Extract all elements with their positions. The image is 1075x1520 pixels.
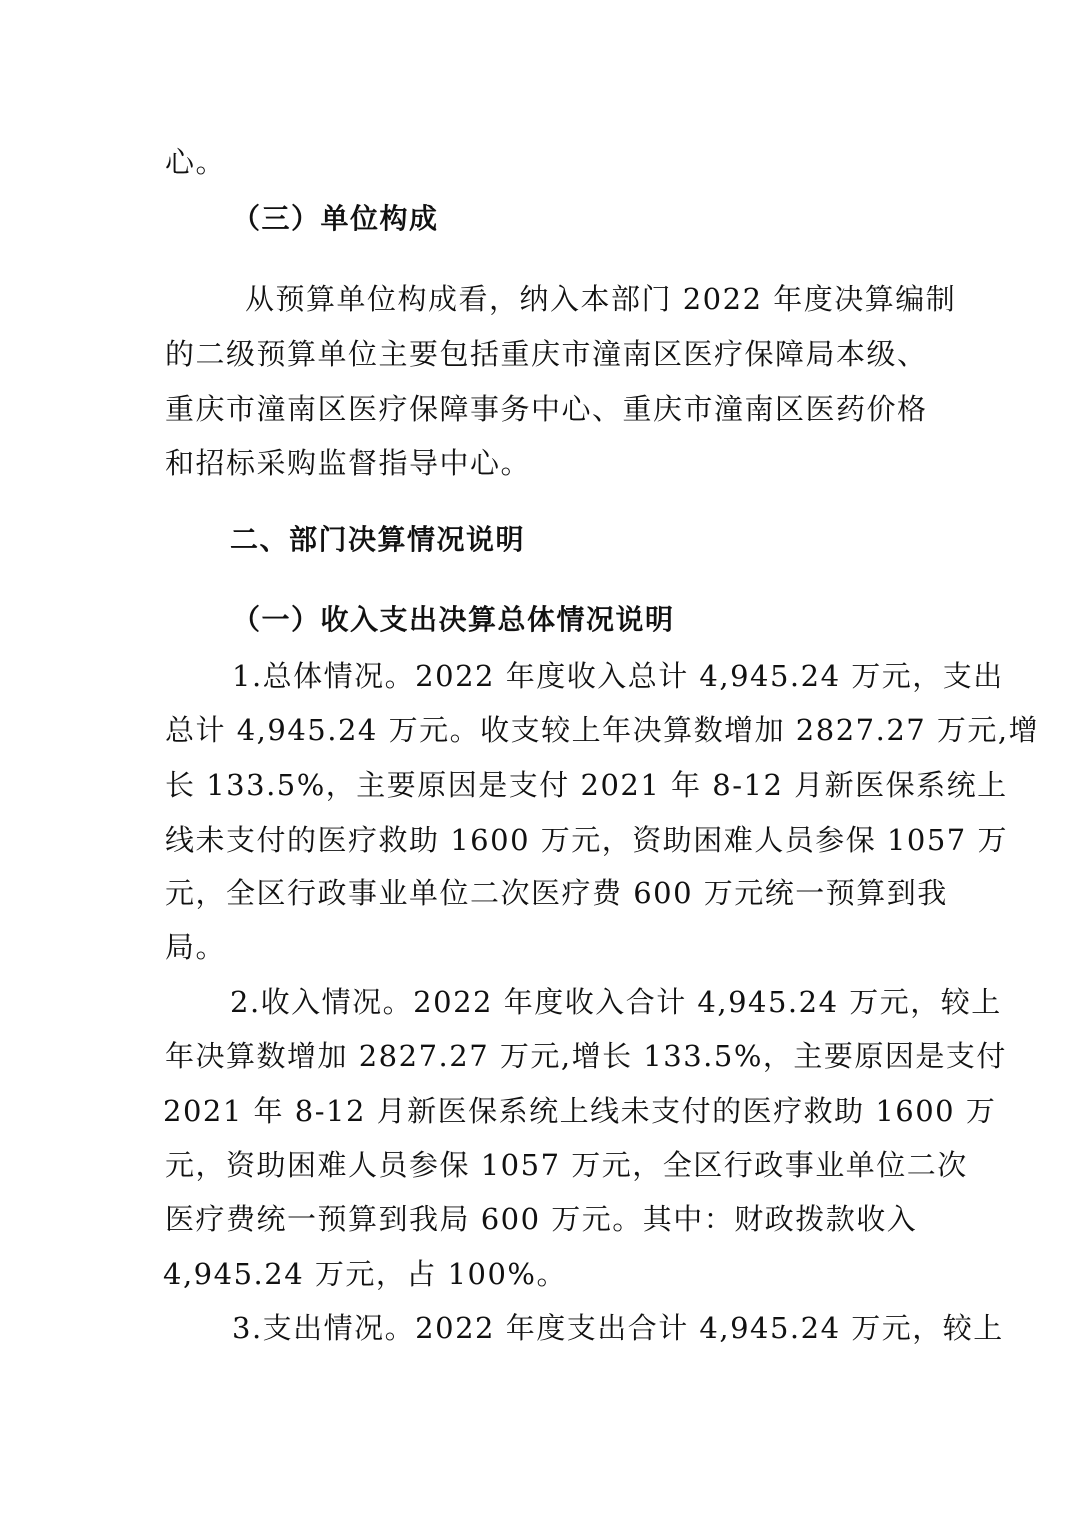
text-line: 长 133.5%，主要原因是支付 2021 年 8-12 月新医保系统上 [165,768,1008,802]
subsection-heading-overall: （一）收入支出决算总体情况说明 [232,603,675,636]
text-line: 1.总体情况。2022 年度收入总计 4,945.24 万元，支出 [232,659,1004,693]
text-line: 年决算数增加 2827.27 万元,增长 133.5%，主要原因是支付 [165,1039,1007,1073]
text-line: 2021 年 8-12 月新医保系统上线未支付的医疗救助 1600 万 [163,1094,997,1128]
text-line: 总计 4,945.24 万元。收支较上年决算数增加 2827.27 万元,增 [165,713,1040,747]
text-line: 重庆市潼南区医疗保障事务中心、重庆市潼南区医药价格 [165,392,928,426]
text-line: 3.支出情况。2022 年度支出合计 4,945.24 万元，较上 [232,1311,1004,1345]
section-heading-final-accounts: 二、部门决算情况说明 [230,523,526,556]
text-line: 的二级预算单位主要包括重庆市潼南区医疗保障局本级、 [165,337,928,371]
text-line: 2.收入情况。2022 年度收入合计 4,945.24 万元，较上 [230,985,1002,1019]
text-line: 4,945.24 万元，占 100%。 [163,1257,567,1291]
section-heading-unit-composition: （三）单位构成 [232,202,439,235]
text-line: 医疗费统一预算到我局 600 万元。其中：财政拨款收入 [165,1202,918,1236]
text-line: 元，资助困难人员参保 1057 万元，全区行政事业单位二次 [165,1148,968,1182]
text-line: 局。 [165,930,227,964]
text-line: 和招标采购监督指导中心。 [165,446,532,480]
text-line: 从预算单位构成看，纳入本部门 2022 年度决算编制 [245,282,957,316]
text-line: 心。 [165,145,227,179]
text-line: 元，全区行政事业单位二次医疗费 600 万元统一预算到我 [165,876,948,910]
text-line: 线未支付的医疗救助 1600 万元，资助困难人员参保 1057 万 [165,823,1008,857]
